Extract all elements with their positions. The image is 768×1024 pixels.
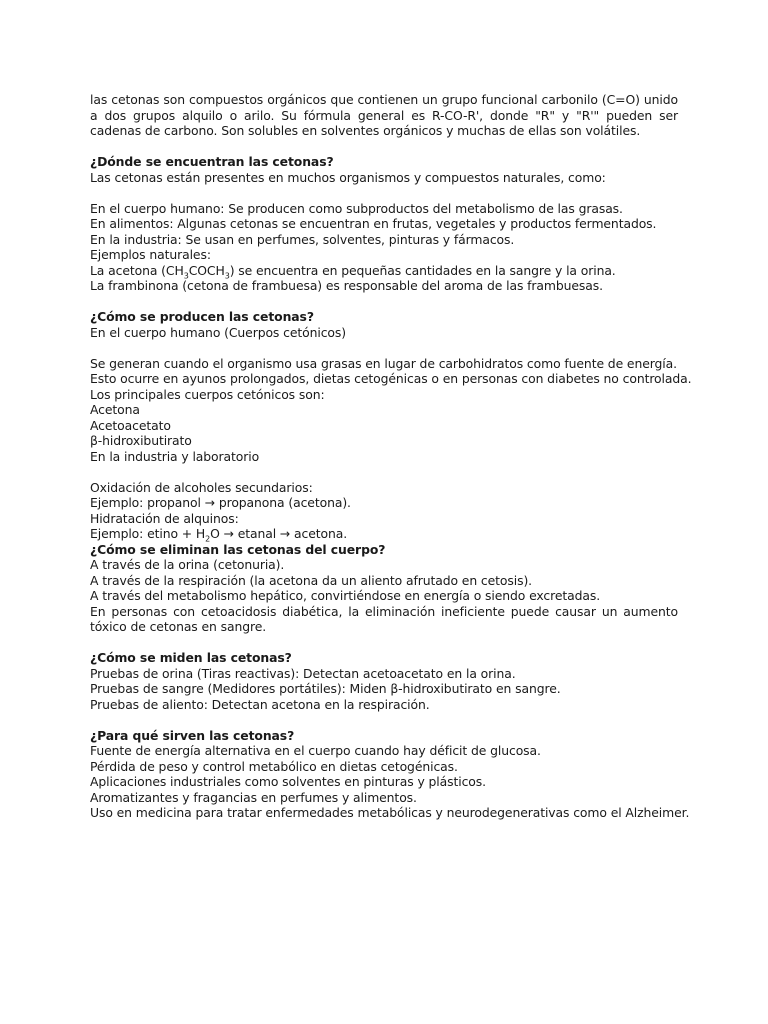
- ejemplo-etino-line: Ejemplo: etino + $H_2O$ → etanal → acetona.: [90, 526, 348, 544]
- producen-line: Los principales cuerpos cetónicos son:: [90, 386, 325, 402]
- spacer: [90, 185, 678, 201]
- producen-line: Acetoacetato: [90, 417, 171, 433]
- eliminan-line: A través de la orina (cetonuria).: [90, 557, 285, 572]
- ejemplo-propanol-line: Ejemplo: propanol → propanona (acetona).: [90, 495, 351, 510]
- donde-item: En el cuerpo humano: Se producen como subproductos del metabolismo de las grasas.: [90, 200, 623, 216]
- document-page: [90, 92, 692, 821]
- sirven-line: Uso en medicina para tratar enfermedades metabólicas y neurodegenerativas como el Alzheimer.: [90, 805, 690, 820]
- producen-subheading: En el cuerpo humano (Cuerpos cetónicos): [90, 324, 346, 340]
- spacer: [90, 139, 678, 155]
- donde-item: En alimentos: Algunas cetonas se encuentran en frutas, vegetales y productos fermentados.: [90, 216, 657, 231]
- eliminan-line: A través del metabolismo hepático, convirtiéndose en energía o siendo excretadas.: [90, 588, 601, 603]
- sirven-line: Aplicaciones industriales como solventes en pinturas y plásticos.: [90, 774, 486, 789]
- heading-donde: ¿Dónde se encuentran las cetonas?: [90, 154, 334, 169]
- heading-como-producen: ¿Cómo se producen las cetonas?: [90, 309, 314, 324]
- frambinona-line: La frambinona (cetona de frambuesa) es responsable del aroma de las frambuesas.: [90, 278, 603, 293]
- eliminan-paragraph: En personas con cetoacidosis diabética, la eliminación ineficiente puede causar un aumento tóxico de cetonas en sangre.: [90, 603, 678, 634]
- miden-line: Pruebas de orina (Tiras reactivas): Detectan acetoacetato en la orina.: [90, 665, 516, 681]
- donde-lead: Las cetonas están presentes en muchos organismos y compuestos naturales, como:: [90, 169, 606, 185]
- oxidacion-line: Oxidación de alcoholes secundarios:: [90, 479, 313, 495]
- intro-paragraph: las cetonas son compuestos orgánicos que contienen un grupo funcional carbonilo (C=O) unido a dos grupos alquilo o arilo. Su fórmula general es R-CO-R', donde "R" y "R'" pueden ser cadenas de carbono. Son solubles en solventes orgánicos y muchas de ellas son volátiles.: [90, 92, 678, 138]
- spacer: [90, 340, 678, 356]
- miden-line: Pruebas de sangre (Medidores portátiles): Miden β-hidroxibutirato en sangre.: [90, 681, 561, 696]
- hidratacion-line: Hidratación de alquinos:: [90, 510, 239, 526]
- sirven-line: Aromatizantes y fragancias en perfumes y alimentos.: [90, 789, 417, 805]
- producen-line: Acetona: [90, 402, 140, 417]
- donde-item: Ejemplos naturales:: [90, 247, 211, 262]
- sirven-line: Fuente de energía alternativa en el cuerpo cuando hay déficit de glucosa.: [90, 743, 541, 758]
- producen-line: Se generan cuando el organismo usa grasas en lugar de carbohidratos como fuente de energía.: [90, 355, 677, 371]
- spacer: [90, 712, 678, 728]
- spacer: [90, 464, 678, 480]
- sirven-line: Pérdida de peso y control metabólico en dietas cetogénicas.: [90, 758, 458, 774]
- spacer: [90, 294, 678, 310]
- heading-eliminan: ¿Cómo se eliminan las cetonas del cuerpo?: [90, 541, 386, 557]
- acetona-formula-line: La acetona $(CH_3COCH_3)$ se encuentra en pequeñas cantidades en la sangre y la orina.: [90, 262, 616, 280]
- miden-line: Pruebas de aliento: Detectan acetona en la respiración.: [90, 696, 430, 712]
- producen-line: En la industria y laboratorio: [90, 448, 260, 464]
- producen-line: β-hidroxibutirato: [90, 433, 192, 448]
- eliminan-line: A través de la respiración (la acetona da un aliento afrutado en cetosis).: [90, 572, 533, 588]
- spacer: [90, 635, 678, 651]
- producen-line: Esto ocurre en ayunos prolongados, dietas cetogénicas o en personas con diabetes no controlada.: [90, 371, 692, 386]
- heading-sirven: ¿Para qué sirven las cetonas?: [90, 727, 295, 743]
- donde-item: En la industria: Se usan en perfumes, solventes, pinturas y fármacos.: [90, 231, 515, 247]
- heading-miden: ¿Cómo se miden las cetonas?: [90, 650, 292, 665]
